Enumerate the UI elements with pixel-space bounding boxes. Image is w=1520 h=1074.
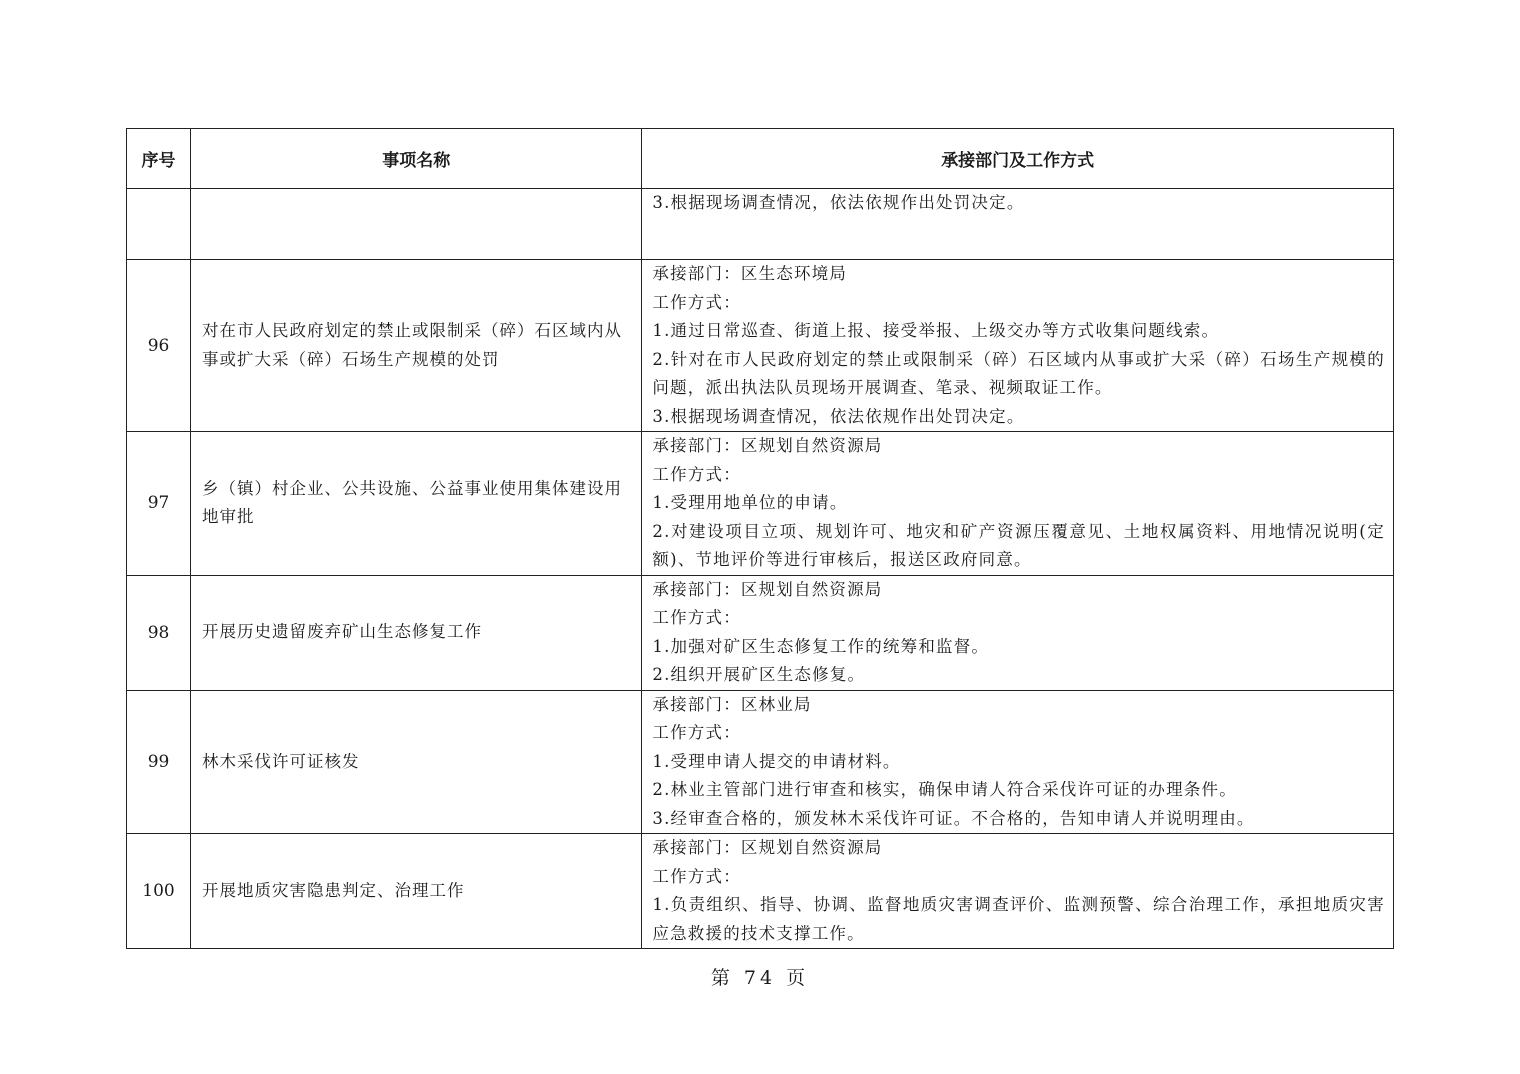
row-serial-number	[127, 189, 191, 260]
row-serial-number: 98	[127, 575, 191, 690]
department-line: 承接部门：区规划自然资源局	[652, 579, 883, 599]
method-heading: 工作方式：	[652, 866, 741, 886]
header-item-name: 事项名称	[191, 129, 642, 189]
method-line: 1.负责组织、指导、协调、监督地质灾害调查评价、监测预警、综合治理工作，承担地质灾害应急救援的技术支撑工作。	[652, 895, 1385, 943]
header-serial-number: 序号	[127, 129, 191, 189]
row-item-name: 开展地质灾害隐患判定、治理工作	[191, 834, 642, 949]
page-number: 第 74 页	[710, 967, 810, 989]
method-line: 1.受理用地单位的申请。	[652, 493, 848, 512]
method-line: 2.对建设项目立项、规划许可、地灾和矿产资源压覆意见、土地权属资料、用地情况说明(定额)、节地评价等进行审核后，报送区政府同意。	[652, 521, 1385, 569]
row-item-name: 对在市人民政府划定的禁止或限制采（碎）石区域内从事或扩大采（碎）石场生产规模的处罚	[191, 260, 642, 432]
row-department-method	[642, 260, 1394, 432]
items-table	[126, 128, 1394, 949]
department-line: 承接部门：区林业局	[652, 694, 812, 714]
table-row	[127, 834, 1394, 949]
row-department-method	[642, 690, 1394, 834]
row-serial-number: 100	[127, 834, 191, 949]
header-department-method: 承接部门及工作方式	[642, 129, 1394, 189]
table-row	[127, 189, 1394, 260]
department-line: 承接部门：区生态环境局	[652, 264, 848, 283]
row-department-method	[642, 575, 1394, 690]
row-department-method	[642, 432, 1394, 576]
method-heading: 工作方式：	[652, 608, 741, 627]
method-line: 3.经审查合格的，颁发林木采伐许可证。不合格的，告知申请人并说明理由。	[652, 808, 1255, 828]
table-row	[127, 432, 1394, 576]
department-line: 承接部门：区规划自然资源局	[652, 436, 883, 455]
row-item-name: 开展历史遗留废弃矿山生态修复工作	[191, 575, 642, 690]
department-line: 承接部门：区规划自然资源局	[652, 838, 883, 857]
method-line: 2.针对在市人民政府划定的禁止或限制采（碎）石区域内从事或扩大采（碎）石场生产规模的问题，派出执法队员现场开展调查、笔录、视频取证工作。	[652, 349, 1385, 397]
table-row	[127, 575, 1394, 690]
row-serial-number: 99	[127, 690, 191, 834]
table-row	[127, 690, 1394, 834]
method-line: 1.受理申请人提交的申请材料。	[652, 751, 901, 771]
row-serial-number: 97	[127, 432, 191, 576]
method-heading: 工作方式：	[652, 464, 741, 484]
row-serial-number: 96	[127, 260, 191, 432]
row-department-method	[642, 834, 1394, 949]
method-line: 2.组织开展矿区生态修复。	[652, 665, 866, 684]
method-heading: 工作方式：	[652, 723, 741, 742]
method-line: 3.根据现场调查情况，依法依规作出处罚决定。	[652, 193, 1025, 212]
table-row	[127, 260, 1394, 432]
method-line: 2.林业主管部门进行审查和核实，确保申请人符合采伐许可证的办理条件。	[652, 780, 1237, 799]
row-item-name	[191, 189, 642, 260]
method-heading: 工作方式：	[652, 292, 741, 312]
table-header-row	[127, 129, 1394, 189]
row-item-name: 乡（镇）村企业、公共设施、公益事业使用集体建设用地审批	[191, 432, 642, 576]
method-line: 1.通过日常巡查、街道上报、接受举报、上级交办等方式收集问题线索。	[652, 321, 1220, 340]
method-line: 3.根据现场调查情况，依法依规作出处罚决定。	[652, 406, 1025, 426]
method-line: 1.加强对矿区生态修复工作的统筹和监督。	[652, 636, 990, 656]
row-item-name: 林木采伐许可证核发	[191, 690, 642, 834]
row-department-method	[642, 189, 1394, 260]
